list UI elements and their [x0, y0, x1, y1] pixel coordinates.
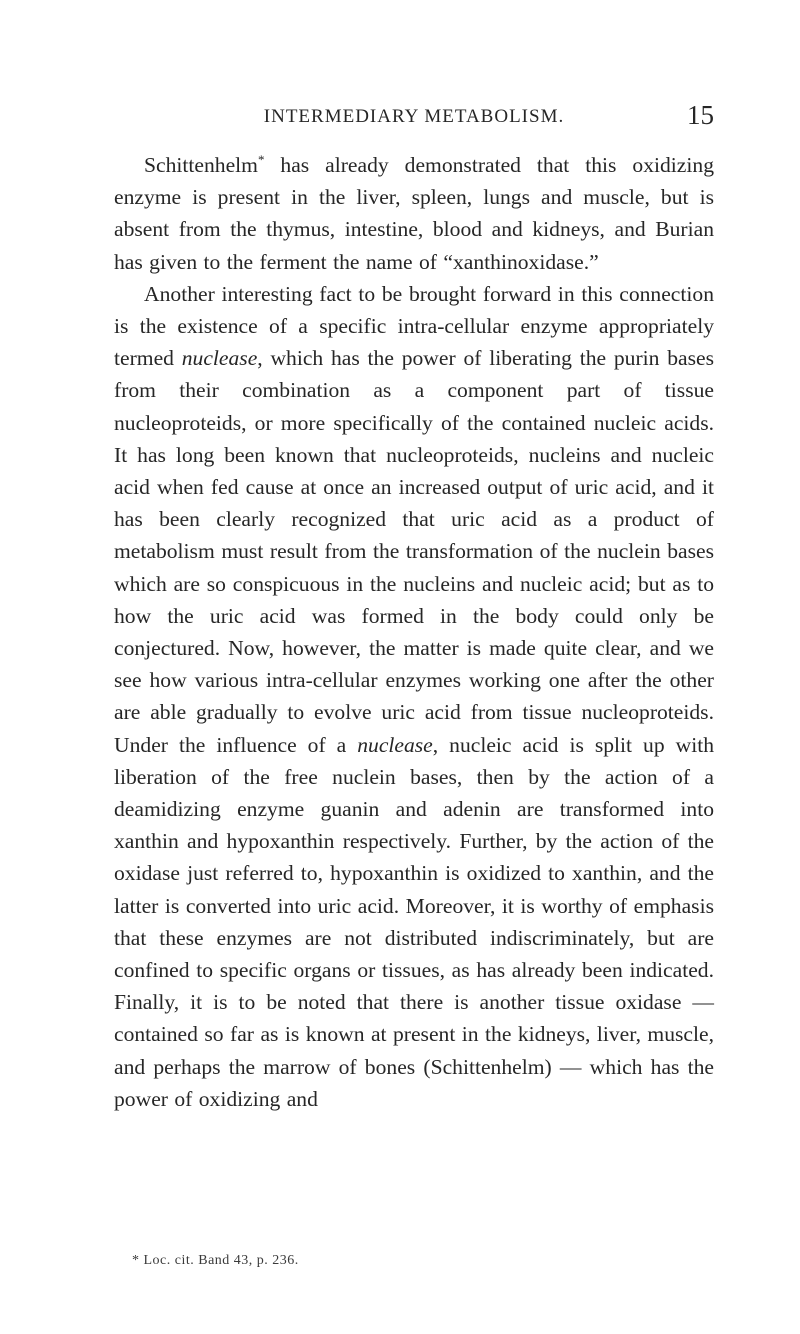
paragraph-text: has already demonstrated that this oxidizing enzyme is present in the liver, spleen, lungs and muscle, but is absent from the thymus, intestine, blood and kidneys, and Burian has given to the ferment the name of “xanthinoxidase.”: [114, 153, 714, 274]
italic-term: nuclease: [181, 346, 258, 371]
paragraph-text: Another interesting fact to be brought forward in this connection is the existence of a specific intra-cellular enzyme appropriately termed: [114, 281, 714, 371]
paragraph-text: , nucleic acid is split up with liberation of the free nuclein bases, then by the action of a deamidizing enzyme guanin and adenin are transformed into xanthin and hypoxanthin respectively. Further, by the action of the oxidase just referred to, hypoxanthin is oxidized to xanthin, and the latter is converted into uric acid. Moreover, it is worthy of emphasis that these enzymes are not distributed indiscriminately, but are confined to specific organs or tissues, as has already been indicated. Finally, it is to be noted that there is another tissue oxidase — contained so far as is known at present in the kidneys, liver, muscle, and perhaps the marrow of bones (Schittenhelm) — which has the power of oxidizing and: [114, 732, 715, 1111]
body-text: [114, 149, 714, 1115]
running-head: [114, 100, 714, 134]
paragraph-text: , which has the power of liberating the purin bases from their combination as a component part of tissue nucleoproteids, or more specifically of the contained nucleic acids. It has long been known that nucleoproteids, nucleins and nucleic acid when fed cause at once an increased output of uric acid, and it has been clearly recognized that uric acid as a product of metabolism must result from the transformation of the nuclein bases which are so conspicuous in the nucleins and nucleic acid; but as to how the uric acid was formed in the body could only be conjectured. Now, however, the matter is made quite clear, and we see how various intra-cellular enzymes working one after the other are able gradually to evolve uric acid from tissue nucleoproteids. Under the influence of a: [114, 346, 714, 757]
running-title: INTERMEDIARY METABOLISM.: [263, 106, 565, 127]
page-number: 15: [687, 100, 714, 130]
footnote: * Loc. cit. Band 43, p. 236.: [132, 1253, 299, 1268]
italic-term: nuclease: [357, 732, 433, 757]
paragraph: [114, 278, 714, 1115]
paragraph-text: Schittenhelm: [144, 153, 258, 177]
footnote-marker: *: [257, 151, 265, 167]
paragraph: [114, 149, 714, 278]
